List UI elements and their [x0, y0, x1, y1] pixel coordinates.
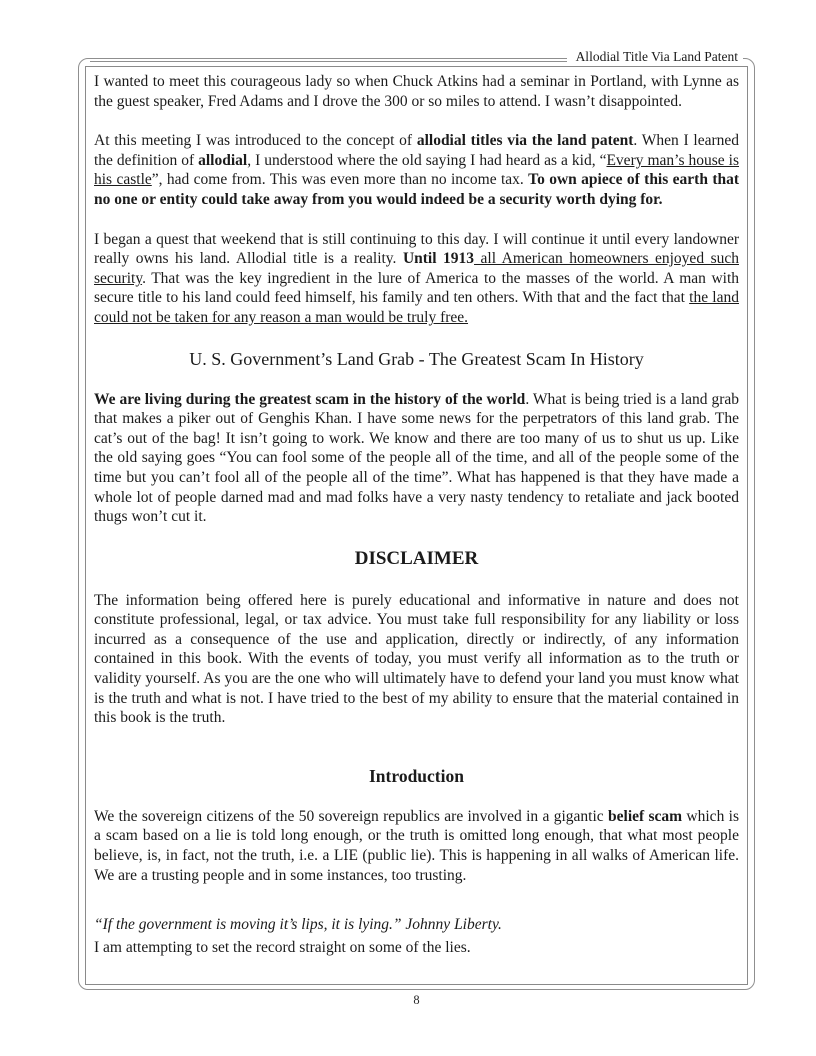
heading-land-grab: U. S. Government’s Land Grab - The Greatest Scam In History	[189, 348, 644, 369]
page-body-frame	[85, 66, 748, 985]
paragraph-johnny-liberty-quote: “If the government is moving it’s lips, it is lying.” Johnny Liberty.	[94, 916, 502, 934]
page-number: 8	[413, 993, 420, 1007]
paragraph-quest-1913: I began a quest that weekend that is still continuing to this day. I will continue it until every landowner really owns his land. Allodial title is a reality. Until 1913 all American homeowners enjoyed such security. That was the key ingredient in the lure of America to the masses of the world. A man with secure title to his land could feed himself, his family and ten others. With that and the fact that the land could not be taken for any reason a man would be truly free.	[94, 230, 739, 326]
paragraph-belief-scam: We the sovereign citizens of the 50 sovereign republics are involved in a gigantic belief scam which is a scam based on a lie is told long enough, or the truth is omitted long enough, that what most people believe, is, in fact, not the truth, i.e. a LIE (public lie). This is happening in all walks of American life. We are a trusting people and in some instances, too trusting.	[94, 807, 739, 884]
paragraph-allodial-concept: At this meeting I was introduced to the concept of allodial titles via the land patent. When I learned the definition of allodial, I understood where the old saying I had heard as a kid, “Every man’s house is his castle”, had come from. This was even more than no income tax. To own apiece of this earth that no one or entity could take away from you would indeed be a security worth dying for.	[94, 132, 740, 208]
header-double-rule	[90, 58, 577, 62]
heading-introduction: Introduction	[369, 765, 464, 786]
header-title: Allodial Title Via Land Patent	[567, 48, 743, 65]
heading-disclaimer: DISCLAIMER	[354, 547, 479, 569]
paragraph-disclaimer-body: The information being offered here is purely educational and informative in nature and does not constitute professional, legal, or tax advice. You must take full responsibility for any liability or loss incurred as a consequence of the use and application, directly or indirectly, of any information contained in this book. With the events of today, you must verify all information as to the truth or validity yourself. As you are the one who will ultimately have to defend your land you must know what is the truth and what is not. I have tried to the best of my ability to ensure that the material contained in this book is the truth.	[94, 591, 739, 727]
paragraph-set-record-straight: I am attempting to set the record straight on some of the lies.	[94, 938, 471, 956]
paragraph-seminar-trip: I wanted to meet this courageous lady so when Chuck Atkins had a seminar in Portland, with Lynne as the guest speaker, Fred Adams and I drove the 300 or so miles to attend. I wasn’t disappointed.	[94, 73, 739, 110]
paragraph-greatest-scam: We are living during the greatest scam in the history of the world. What is being tried is a land grab that makes a piker out of Genghis Khan. I have some news for the perpetrators of this land grab. The cat’s out of the bag! It isn’t going to work. We know and there are too many of us to shut us up. Like the old saying goes “You can fool some of the people all of the time, and all of the people some of the time but you can’t fool all of the people all of the time”. What has happened is that they have made a whole lot of people darned mad and mad folks have a very nasty tendency to retaliate and jack booted thugs won’t cut it.	[94, 390, 739, 526]
